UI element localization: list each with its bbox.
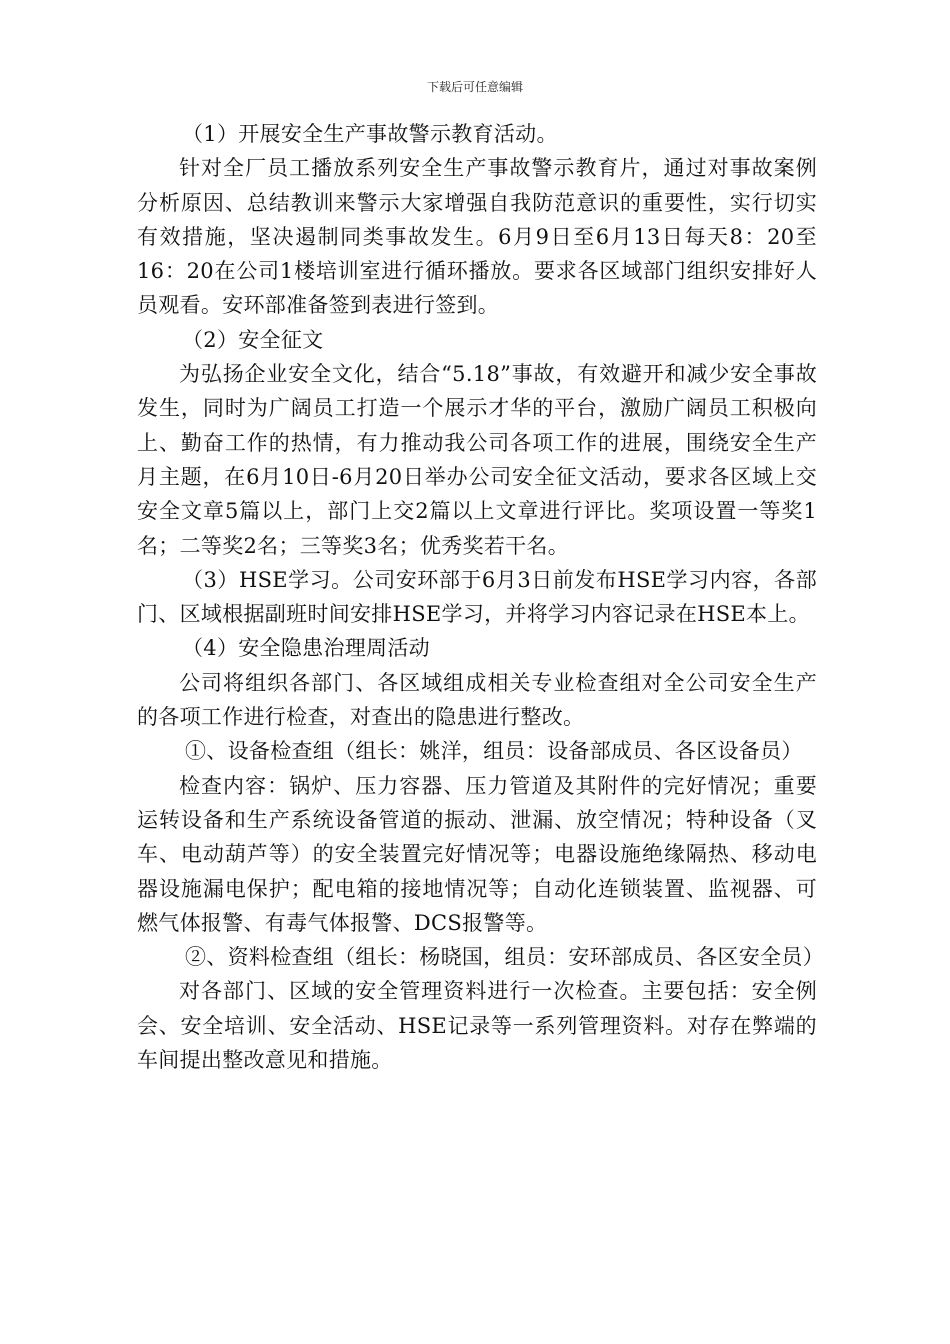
group-1-paragraph: 检查内容：锅炉、压力容器、压力管道及其附件的完好情况；重要运转设备和生产系统设备管道的振动、泄漏、放空情况；特种设备（叉车、电动葫芦等）的安全装置完好情况等；电器设施绝缘隔热、移动电器设施漏电保护；配电箱的接地情况等；自动化连锁装置、监视器、可燃气体报警、有毒气体报警、DCS报警等。 (137, 773, 817, 935)
section-1-paragraph: 针对全厂员工播放系列安全生产事故警示教育片，通过对事故案例分析原因、总结教训来警示大家增强自我防范意识的重要性，实行切实有效措施，坚决遏制同类事故发生。6月9日至6月13日每天8：20至16：20在公司1楼培训室进行循环播放。要求各区域部门组织安排好人员观看。安环部准备签到表进行签到。 (137, 156, 817, 318)
group-1-heading: ①、设备检查组（组长：姚洋，组员：设备部成员、各区设备员） (185, 739, 803, 764)
section-2-paragraph: 为弘扬企业安全文化，结合“5.18”事故，有效避开和减少安全事故发生，同时为广阔员工打造一个展示才华的平台，激励广阔员工积极向上、勤奋工作的热情，有力推动我公司各项工作的进展，围绕安全生产月主题，在6月10日-6月20日举办公司安全征文活动，要求各区域上交安全文章5篇以上，部门上交2篇以上文章进行评比。奖项设置一等奖1名；二等奖2名；三等奖3名；优秀奖若干名。 (137, 362, 817, 558)
section-1-heading: （1）开展安全生产事故警示教育活动。 (182, 122, 558, 146)
section-3-paragraph: （3）HSE学习。公司安环部于6月3日前发布HSE学习内容，各部门、区域根据副班时间安排HSE学习，并将学习内容记录在HSE本上。 (137, 567, 817, 627)
page-header: 下载后可任意编辑 (426, 80, 523, 94)
section-2-heading: （2）安全征文 (182, 327, 324, 352)
group-2-paragraph: 对各部门、区域的安全管理资料进行一次检查。主要包括：安全例会、安全培训、安全活动、HSE记录等一系列管理资料。对存在弊端的车间提出整改意见和措施。 (137, 979, 817, 1073)
group-2-heading: ②、资料检查组（组长：杨晓国，组员：安环部成员、各区安全员） (185, 945, 824, 970)
section-4-paragraph: 公司将组织各部门、各区域组成相关专业检查组对全公司安全生产的各项工作进行检查，对查出的隐患进行整改。 (137, 670, 817, 730)
document-body (137, 117, 824, 1077)
section-4-heading: （4）安全隐患治理周活动 (182, 636, 430, 661)
